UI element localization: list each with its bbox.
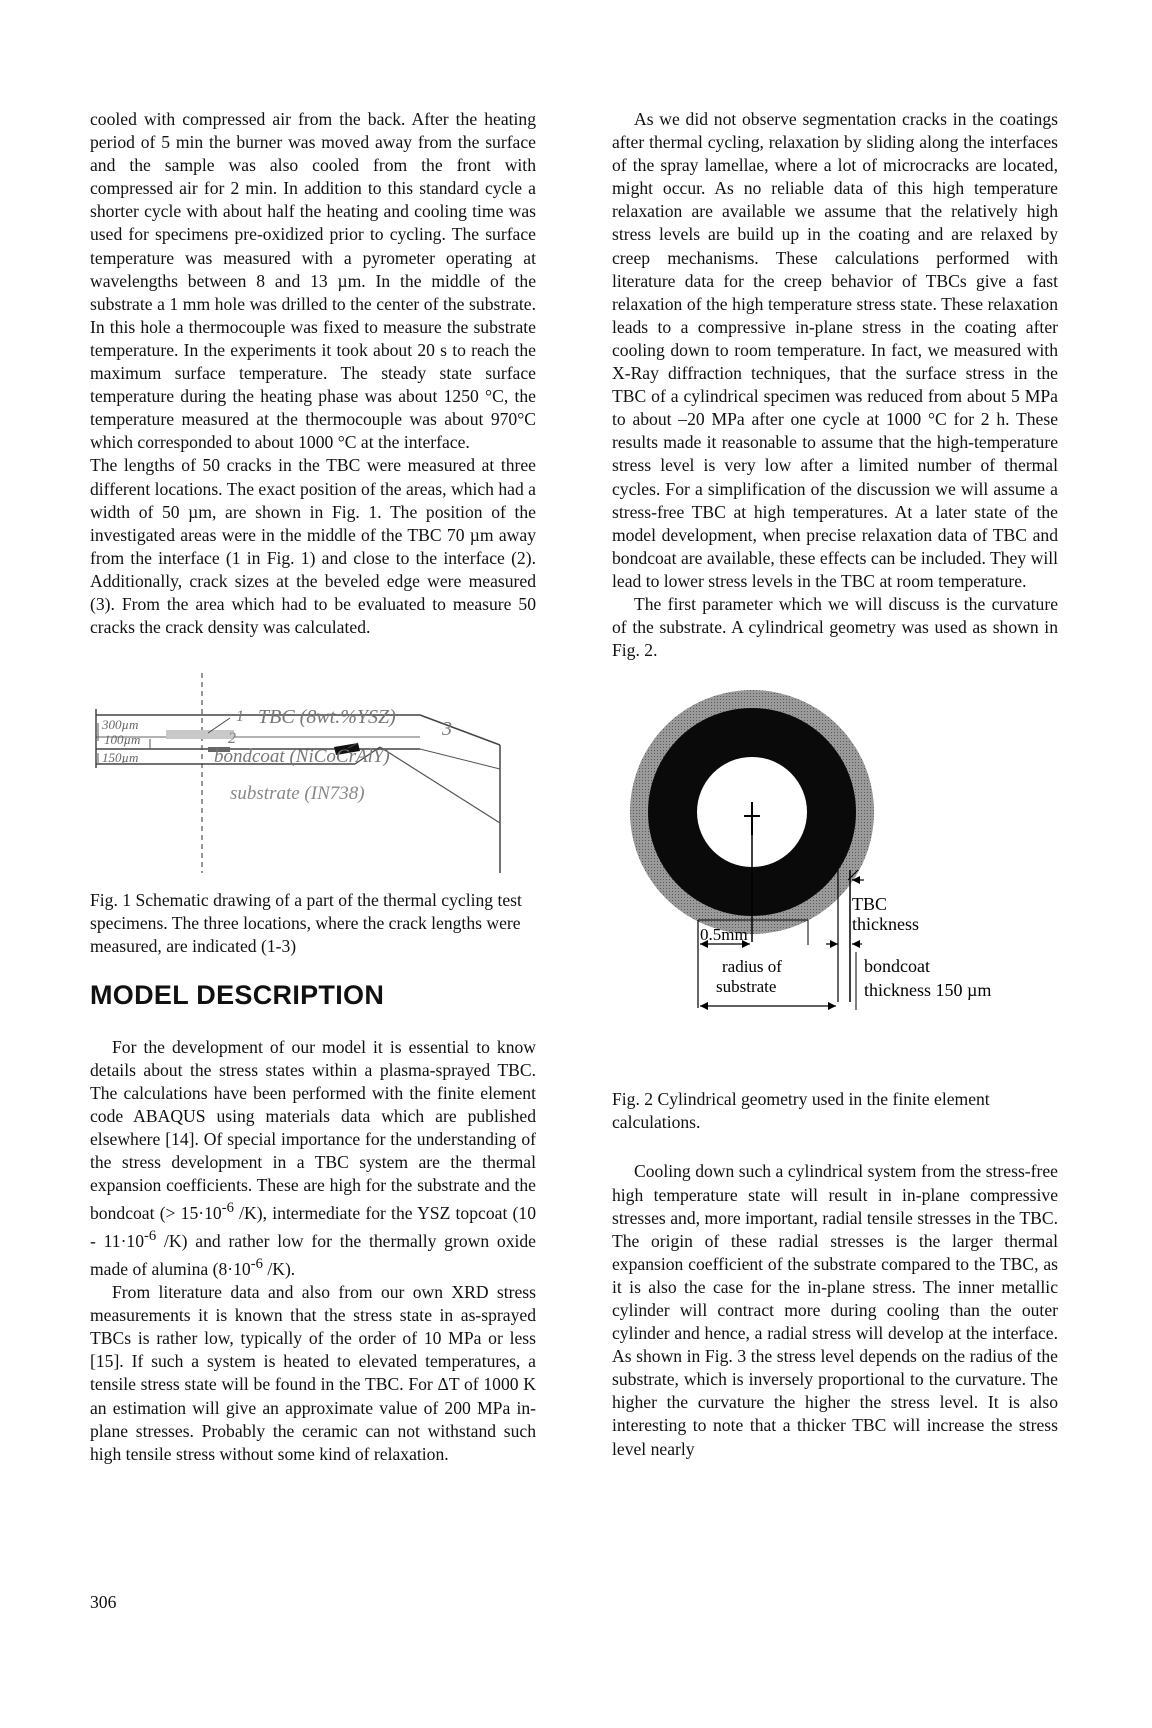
marker-label: 1 — [236, 708, 244, 726]
dimension-label: 100µm — [104, 732, 141, 748]
paragraph: Cooling down such a cylindrical system from the stress-free high temperature state will result in in-plane compressive stresses and, more important, radial tensile stresses in the TBC. The origin of these radial stresses is the larger thermal expansion coefficient of the substrate compared to the TBC, as it is also the case for the in-plane stress. The inner metallic cylinder will contract more during cooling than the outer cylinder and hence, a radial stress will develop at the interface. As shown in Fig. 3 the stress level depends on the radius of the substrate, which is inversely proportional to the curvature. The higher the curvature the higher the stress level. It is also interesting to note that a thicker TBC will increase the stress level nearly — [612, 1161, 1058, 1459]
layer-label: TBC (8wt.%YSZ) — [258, 706, 396, 729]
inner-dimension-label: 0.5mm — [700, 925, 748, 945]
tbc-thickness-label: thickness — [852, 914, 919, 935]
radius-label: substrate — [716, 977, 777, 997]
figure-1 — [90, 673, 536, 883]
dimension-label: 150µm — [102, 750, 139, 766]
paragraph: cooled with compressed air from the back. After the heating period of 5 min the burner was moved away from the surface and the sample was also cooled from the front with compressed air for 2 min. In addition to this standard cycle a shorter cycle with about half the heating and cooling time was used for specimens pre-oxidized prior to cycling. The surface temperature was measured with a pyrometer operating at wavelengths between 8 and 13 µm. In the middle of the substrate a 1 mm hole was drilled to the center of the substrate. In this hole a thermocouple was fixed to measure the substrate temperature. In the experiments it took about 20 s to reach the maximum surface temperature. The steady state surface temperature during the heating phase was about 1250 °C, the temperature measured at the thermocouple was about 970°C which corresponded to about 1000 °C at the interface. — [90, 109, 536, 453]
paragraph: The first parameter which we will discuss is the curvature of the substrate. A cylindrical geometry was used as shown in Fig. 2. — [612, 593, 1058, 661]
paragraph: The lengths of 50 cracks in the TBC were measured at three different locations. The exact position of the areas, which had a width of 50 µm, are shown in Fig. 1. The position of the investigated areas were in the middle of the TBC 70 µm away from the interface (1 in Fig. 1) and close to the interface (2). Additionally, crack sizes at the beveled edge were measured (3). From the area which had to be evaluated to measure 50 cracks the crack density was calculated. — [90, 455, 536, 638]
layer-label: bondcoat (NiCoCrAlY) — [214, 746, 390, 768]
figure-2 — [612, 690, 1058, 1082]
cylinder-geometry — [612, 690, 1058, 1082]
paragraph: As we did not observe segmentation cracks in the coatings after thermal cycling, relaxation by sliding along the interfaces of the spray lamellae, where a lot of microcracks are located, might occur. As no reliable data of this high temperature relaxation are available we assume that the relatively high stress levels are build up in the coating and are relaxed by creep mechanisms. These calculations performed with literature data for the creep behavior of TBCs give a fast relaxation of the high temperature stress state. These relaxation leads to a compressive in-plane stress in the coating after cooling down to room temperature. In fact, we measured with X-Ray diffraction techniques, that the surface stress in the TBC of a cylindrical specimen was reduced from about 5 MPa to about –20 MPa after one cycle at 1000 °C for 2 h. These results made it reasonable to assume that the high-temperature stress level is very low after a limited number of thermal cycles. For a simplification of the discussion we will assume a stress-free TBC at high temperatures. At a later state of the model development, when precise relaxation data of TBC and bondcoat are available, these effects can be included. They will lead to lower stress levels in the TBC at room temperature. — [612, 109, 1058, 591]
figure-caption: Fig. 2 Cylindrical geometry used in the finite element calculations. — [612, 1089, 990, 1133]
marker-label: 3 — [442, 718, 452, 741]
layer-label: substrate (IN738) — [230, 783, 365, 805]
section-heading: MODEL DESCRIPTION — [90, 980, 385, 1011]
bondcoat-thickness-label: bondcoat — [864, 956, 930, 977]
marker-label: 2 — [228, 730, 236, 748]
left-column — [90, 108, 536, 1466]
radius-label: radius of — [722, 957, 782, 977]
paragraph: For the development of our model it is essential to know details about the stress states within a plasma-sprayed TBC. The calculations have been performed with the finite element code ABAQUS using materials data which are published elsewhere [14]. Of special importance for the understanding of the stress development in a TBC system are the thermal expansion coefficients. These are high for the substrate and the bondcoat (> $15\cdot 10^{-6}$ /K), intermediate for the YSZ topcoat ($10 - 11\cdot 10^{-6}$ /K) and rather low for the thermally grown oxide made of alumina ($8\cdot 10^{-6}$ /K). — [90, 1036, 536, 1279]
dimension-label: 300µm — [102, 717, 139, 733]
specimen-schematic — [90, 673, 536, 883]
bondcoat-thickness-label: thickness 150 µm — [864, 980, 992, 1001]
figure-caption: Fig. 1 Schematic drawing of a part of the thermal cycling test specimens. The three locations, where the crack lengths were measured, are indicated (1-3) — [90, 890, 522, 957]
right-column — [612, 108, 1058, 1461]
page-number: 306 — [90, 1592, 117, 1612]
tbc-thickness-label: TBC — [852, 894, 888, 915]
paragraph: From literature data and also from our own XRD stress measurements it is known that the stress state in as-sprayed TBCs is rather low, typically of the order of 10 MPa or less [15]. If such a system is heated to elevated temperatures, a tensile stress state will be found in the TBC. For ΔT of 1000 K an estimation will give an approximate value of 200 MPa in-plane stresses. Probably the ceramic can not withstand such high tensile stress without some kind of relaxation. — [90, 1282, 536, 1464]
